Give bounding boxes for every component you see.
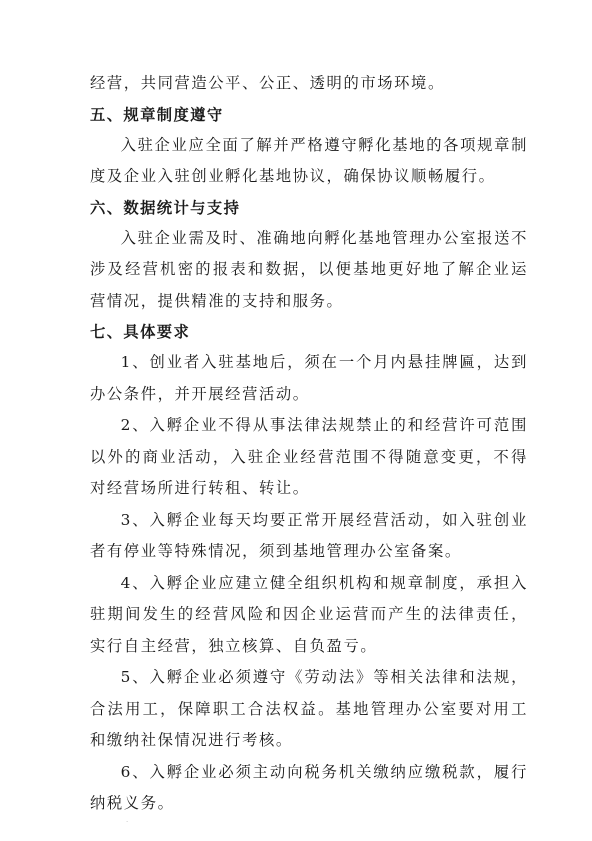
scan-speck: ·	[126, 818, 129, 826]
section-heading: 五、规章制度遵守	[90, 105, 224, 124]
requirement-item: 6、入孵企业必须主动向税务机关缴纳应缴税款，履行纳税义务。	[90, 762, 528, 812]
section-paragraph: 入驻企业应全面了解并严格遵守孵化基地的各项规章制度及企业入驻创业孵化基地协议，确保协议顺畅履行。	[90, 135, 528, 185]
section-7	[90, 317, 528, 820]
requirement-item: 2、入孵企业不得从事法律法规禁止的和经营许可范围以外的商业活动，入驻企业经营范围不得随意变更，不得对经营场所进行转租、转让。	[90, 416, 528, 497]
section-5	[90, 100, 528, 193]
section-paragraph: 入驻企业需及时、准确地向孵化基地管理办公室报送不涉及经营机密的报表和数据，以便基地更好地了解企业运营情况，提供精准的支持和服务。	[90, 228, 528, 310]
requirement-item: 4、入孵企业应建立健全组织机构和规章制度，承担入驻期间发生的经营风险和因企业运营而产生的法律责任，实行自主经营，独立核算、自负盈亏。	[90, 573, 528, 655]
requirement-item: 5、入孵企业必须遵守《劳动法》等相关法律和法规，合法用工，保障职工合法权益。基地管理办公室要对用工和缴纳社保情况进行考核。	[90, 668, 528, 749]
section-heading: 七、具体要求	[90, 323, 191, 341]
requirement-item: 1、创业者入驻基地后，须在一个月内悬挂牌匾，达到办公条件，并开展经营活动。	[90, 353, 528, 403]
continuation-text: 经营，共同营造公平、公正、透明的市场环境。	[90, 74, 445, 92]
section-6	[90, 193, 528, 318]
requirement-item: 3、入孵企业每天均要正常开展经营活动，如入驻创业者有停业等特殊情况，须到基地管理办公室备案。	[90, 510, 528, 560]
section-heading: 六、数据统计与支持	[90, 198, 241, 217]
